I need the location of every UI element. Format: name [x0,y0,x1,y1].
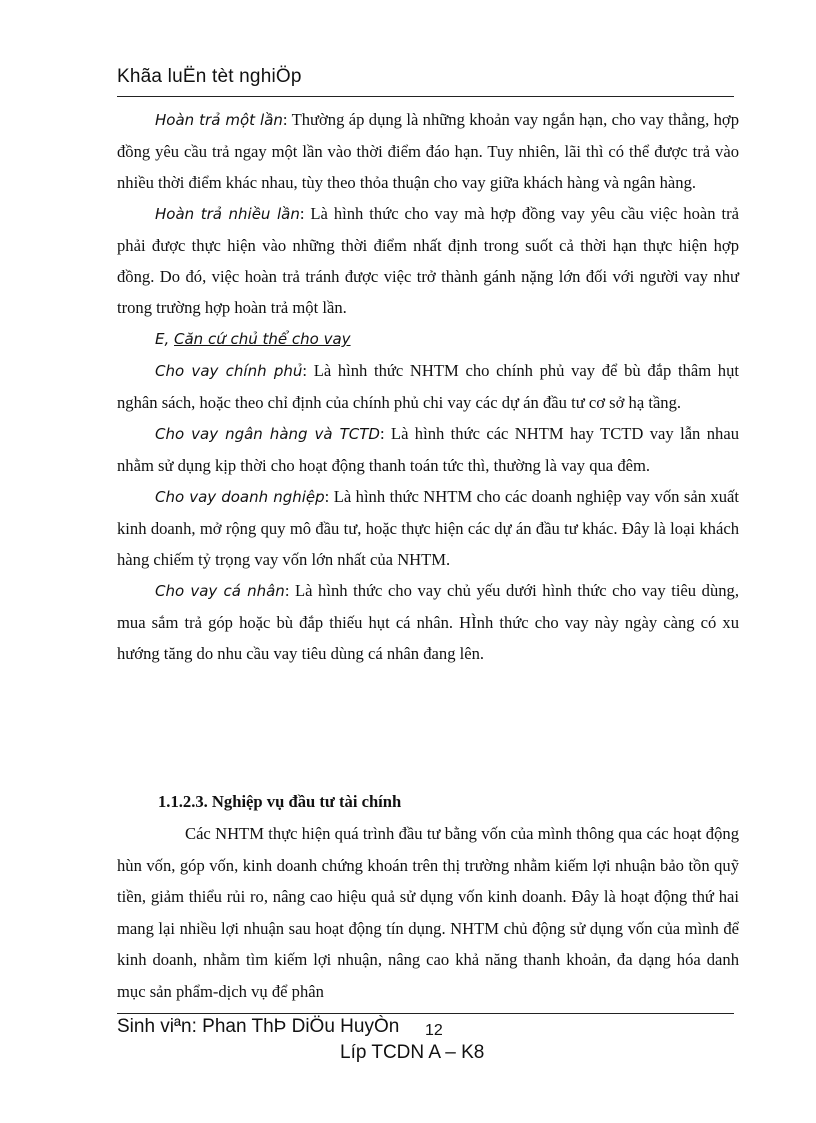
paragraph-government-text: : Là hình thức NHTM cho chính phủ vay để bù đắp thâm hụt nghân sách, hoặc theo chỉ định của chính phủ chi vay các dự án đầu tư cơ sở hạ tầng. [117,361,739,412]
paragraph-lump-sum-text: : Thường áp dụng là những khoản vay ngắn hạn, cho vay thẳng, hợp đồng yêu cầu trả ngay một lần vào thời điểm đáo hạn. Tuy nhiên, lãi thì có thể được trả vào nhiều thời điểm khác nhau, tùy theo thỏa thuận cho vay giữa khách hàng và ngân hàng. [117,110,739,192]
footer-student-name: Sinh viªn: Phan ThÞ DiÖu HuyÒn [117,1016,400,1037]
paragraph-enterprises-text: : Là hình thức NHTM cho các doanh nghiệp vay vốn sản xuất kinh doanh, mở rộng quy mô đầu tư, hoặc thực hiện các dự án đầu tư khác. Đây là loại khách hàng chiếm tỷ trọng vay vốn lớn nhất của NHTM. [117,487,740,569]
subheading-label: Căn cứ chủ thể cho vay [174,330,351,348]
section-paragraph: Các NHTM thực hiện quá trình đầu tư bằng vốn của mình thông qua các hoạt động hùn vốn, góp vốn, kinh doanh chứng khoán trên thị trường nhằm kiếm lợi nhuận bảo tồn quỹ tiền, giảm thiểu rủi ro, nâng cao hiệu quả sử dụng vốn kinh doanh. Đây là hoạt động thứ hai mang lại nhiều lợi nhuận sau hoạt động tín dụng. NHTM chủ động sử dụng vốn của mình để kinh doanh, nhằm tìm kiếm lợi nhuận, nâng cao khả năng thanh khoản, đa dạng hóa danh mục sản phẩm-dịch vụ để phân [117,824,739,1001]
paragraph-individuals [117,575,739,669]
term-banks: Cho vay ngân hàng và TCTD [155,425,380,443]
header-rule [117,96,734,97]
paragraph-government [117,355,739,418]
paragraph-lump-sum [117,104,739,198]
subheading [117,323,739,355]
paragraph-individuals-text: : Là hình thức cho vay chủ yếu dưới hình thức cho vay tiêu dùng, mua sắm trả góp hoặc bù đắp thiếu hụt cá nhân. HÌnh thức cho vay này ngày càng có xu hướng tăng do nhu cầu vay tiêu dùng cá nhân đang lên. [117,581,739,663]
section-body [117,818,739,1007]
paragraph-installments-text: : Là hình thức cho vay mà hợp đồng vay yêu cầu việc hoàn trả phải được thực hiện vào những thời điểm nhất định trong suốt cả thời hạn thực hiện hợp đồng. Do đó, việc hoàn trả tránh được việc trở thành gánh nặng lớn đối với người vay như trong trường hợp hoàn trả một lần. [117,204,739,317]
header-title: Khãa luËn tèt nghiÖp [117,66,302,87]
footer-class: Líp TCDN A – K8 [340,1042,485,1063]
paragraph-banks-text: : Là hình thức các NHTM hay TCTD vay lẫn nhau nhằm sử dụng kịp thời cho hoạt động thanh toán tức thì, thường là vay qua đêm. [117,424,739,475]
term-lump-sum: Hoàn trả một lần [155,111,283,129]
body-text [117,104,739,669]
paragraph-installments [117,198,739,323]
section-title: 1.1.2.3. Nghiệp vụ đầu tư tài chính [158,792,402,811]
footer-rule [117,1013,734,1014]
subheading-prefix: E, [155,330,175,348]
term-installments: Hoàn trả nhiều lần [155,205,300,223]
paragraph-enterprises [117,481,739,575]
paragraph-banks [117,418,739,481]
page-number: 12 [425,1022,443,1039]
term-government: Cho vay chính phủ [155,362,303,380]
term-individuals: Cho vay cá nhân [155,582,285,600]
term-enterprises: Cho vay doanh nghiệp [155,488,325,506]
